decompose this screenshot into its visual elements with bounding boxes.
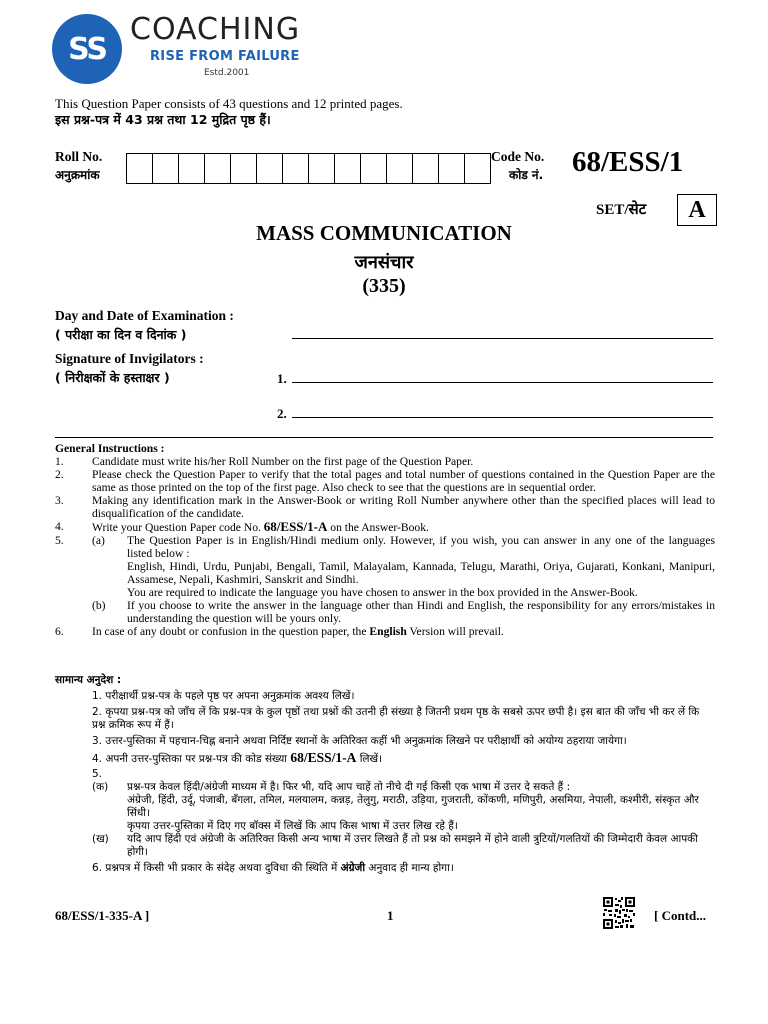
exam-date-label-english: Day and Date of Examination : bbox=[55, 308, 234, 323]
instruction-code: 68/ESS/1-A bbox=[290, 750, 357, 765]
subitem-text: If you choose to write the answer in the language other than Hindi and English, the responsibility for any errors/mistakes in understanding the question will be yours only. bbox=[127, 599, 715, 625]
instruction-number: 3. bbox=[92, 735, 103, 747]
instruction-number: 1. bbox=[92, 690, 103, 702]
hindi-instructions-heading: सामान्य अनुदेश : bbox=[55, 674, 122, 686]
coaching-logo-tagline: RISE FROM FAILURE bbox=[150, 49, 300, 64]
instruction-subitem bbox=[92, 833, 715, 859]
roll-box[interactable] bbox=[282, 153, 309, 184]
footer-paper-code: 68/ESS/1-335-A ] bbox=[55, 908, 150, 923]
subitem-text: The Question Paper is in English/Hindi medium only. However, if you wish, you can answer in any one of the languages listed below : bbox=[127, 534, 715, 560]
roll-number-boxes[interactable] bbox=[127, 153, 491, 184]
hindi-instruction-item bbox=[55, 735, 715, 748]
paper-info-english: This Question Paper consists of 43 questions and 12 printed pages. bbox=[55, 96, 403, 111]
subitem-label: (क) bbox=[92, 781, 109, 793]
roll-box[interactable] bbox=[256, 153, 283, 184]
roll-label-hindi: अनुक्रमांक bbox=[55, 168, 100, 182]
roll-box[interactable] bbox=[412, 153, 439, 184]
instruction-number: 5. bbox=[92, 768, 103, 780]
instruction-text: In case of any doubt or confusion in the question paper, the bbox=[92, 625, 370, 638]
roll-box[interactable] bbox=[386, 153, 413, 184]
instruction-bold: English bbox=[369, 625, 407, 638]
instruction-text: उत्तर-पुस्तिका में पहचान-चिह्न बनाने अथवा निर्दिष्ट स्थानों के अतिरिक्त कहीं भी अनुक्रमांक लिखने पर परीक्षार्थी को अयोग्य ठहराया जायेगा। bbox=[105, 735, 627, 747]
coaching-logo-badge: SS bbox=[52, 14, 122, 84]
instruction-subitem bbox=[92, 781, 715, 833]
instruction-item bbox=[55, 455, 715, 468]
instruction-text: लिखें। bbox=[356, 753, 383, 765]
language-list: अंग्रेजी, हिंदी, उर्दू, पंजाबी, बँगला, तमिल, मलयालम, कन्नड़, तेलुगु, मराठी, उड़िया, गुजराती, कोंकणी, मणिपुरी, असमिया, नेपाली, कश्मीरी, संस्कृत और सिंधी। bbox=[127, 794, 699, 819]
instruction-number: 4. bbox=[92, 753, 103, 765]
subitem-label: (ख) bbox=[92, 833, 109, 845]
instruction-number: 3. bbox=[55, 494, 64, 507]
hindi-instruction-item bbox=[55, 706, 715, 732]
instruction-item bbox=[55, 520, 715, 534]
invigilator-1-number: 1. bbox=[277, 371, 287, 386]
exam-date-label-hindi: ( परीक्षा का दिन व दिनांक ) bbox=[55, 327, 187, 342]
instruction-text: Please check the Question Paper to verify that the total pages and total number of questions contained in the Question Paper are the same as those printed on the top of the first page. Also check to see that the questions are in sequential order. bbox=[92, 468, 715, 494]
subitem-label: (a) bbox=[92, 534, 105, 547]
instruction-item bbox=[55, 625, 715, 638]
instruction-number: 6. bbox=[92, 862, 103, 874]
roll-box[interactable] bbox=[204, 153, 231, 184]
coaching-logo-name: COACHING bbox=[130, 12, 301, 47]
coaching-logo-estd: Estd.2001 bbox=[204, 68, 250, 78]
invigilator-2-line[interactable] bbox=[292, 417, 713, 418]
continued-label: [ Contd... bbox=[654, 908, 707, 923]
instructions-heading: General Instructions : bbox=[55, 442, 165, 455]
instruction-text: Version will prevail. bbox=[406, 625, 504, 638]
instruction-number: 2. bbox=[55, 468, 64, 481]
instruction-bold: अंग्रेजी bbox=[340, 862, 366, 874]
subject-title-hindi: जनसंचार bbox=[354, 252, 414, 273]
section-divider bbox=[55, 437, 713, 438]
roll-box[interactable] bbox=[178, 153, 205, 184]
set-value-box: A bbox=[677, 194, 717, 226]
subitem-label: (b) bbox=[92, 599, 106, 612]
instruction-item bbox=[55, 494, 715, 520]
roll-label-english: Roll No. bbox=[55, 149, 103, 164]
invigilator-label-english: Signature of Invigilators : bbox=[55, 351, 204, 366]
instruction-text: परीक्षार्थी प्रश्न-पत्र के पहले पृष्ठ पर अपना अनुक्रमांक अवश्य लिखें। bbox=[105, 690, 355, 702]
instruction-number: 4. bbox=[55, 520, 64, 533]
subitem-note: कृपया उत्तर-पुस्तिका में दिए गए बॉक्स में लिखें कि आप किस भाषा में उत्तर लिख रहे हैं। bbox=[127, 820, 458, 832]
subject-title-english: MASS COMMUNICATION bbox=[256, 221, 512, 245]
roll-box[interactable] bbox=[126, 153, 153, 184]
instruction-number: 1. bbox=[55, 455, 64, 468]
instruction-text: Making any identification mark in the Answer-Book or writing Roll Number anywhere other than the specified places will lead to disqualification of the candidate. bbox=[92, 494, 715, 520]
roll-box[interactable] bbox=[152, 153, 179, 184]
instruction-number: 6. bbox=[55, 625, 64, 638]
code-label-hindi: कोड नं. bbox=[509, 168, 544, 182]
language-list: English, Hindi, Urdu, Punjabi, Bengali, Tamil, Malayalam, Kannada, Telugu, Marathi, Oriya, Gujarati, Konkani, Manipuri, Assamese, Nepali, Kashmiri, Sanskrit and Sindhi. bbox=[127, 560, 715, 586]
roll-box[interactable] bbox=[308, 153, 335, 184]
roll-box[interactable] bbox=[438, 153, 465, 184]
invigilator-1-line[interactable] bbox=[292, 382, 713, 383]
general-instructions bbox=[55, 442, 715, 638]
subject-code: (335) bbox=[362, 275, 406, 297]
code-label-english: Code No. bbox=[491, 149, 545, 164]
instruction-code: 68/ESS/1-A bbox=[263, 519, 328, 534]
set-label: SET/सेट bbox=[596, 202, 647, 218]
instruction-text: कृपया प्रश्न-पत्र को जाँच लें कि प्रश्न-पत्र के कुल पृष्ठों तथा प्रश्नों की उतनी ही संख्या है जितनी प्रथम पृष्ठ के सबसे ऊपर छपी है। इस बात की जाँच भी कर लें कि प्रश्न क्रमिक रूप में हैं। bbox=[92, 706, 700, 731]
roll-box[interactable] bbox=[230, 153, 257, 184]
subitem-text: यदि आप हिंदी एवं अंग्रेजी के अतिरिक्त किसी अन्य भाषा में उत्तर लिखते हैं तो प्रश्न को समझने में होने वाली त्रुटियों/गलतियों की जिम्मेदारी केवल आपकी होगी। bbox=[127, 833, 698, 858]
instruction-text: अपनी उत्तर-पुस्तिका पर प्रश्न-पत्र की कोड संख्या bbox=[105, 753, 291, 765]
roll-box[interactable] bbox=[334, 153, 361, 184]
paper-info-hindi: इस प्रश्न-पत्र में 43 प्रश्न तथा 12 मुद्रित पृष्ठ हैं। bbox=[55, 112, 271, 127]
exam-date-line[interactable] bbox=[292, 338, 713, 339]
instruction-number: 2. bbox=[92, 706, 103, 718]
instruction-text: अनुवाद ही मान्य होगा। bbox=[365, 862, 454, 874]
instruction-number: 5. bbox=[55, 534, 64, 547]
page-number: 1 bbox=[387, 908, 394, 923]
roll-box[interactable] bbox=[464, 153, 491, 184]
instruction-subitem bbox=[92, 599, 715, 625]
hindi-instructions bbox=[55, 674, 715, 875]
qr-code-icon bbox=[602, 896, 636, 930]
hindi-instruction-item bbox=[55, 690, 715, 703]
subitem-text: प्रश्न-पत्र केवल हिंदी/अंग्रेजी माध्यम में है। फिर भी, यदि आप चाहें तो नीचे दी गई किसी एक भाषा में उत्तर दे सकते हैं : bbox=[127, 781, 571, 793]
hindi-instruction-item bbox=[55, 751, 715, 766]
invigilator-2-number: 2. bbox=[277, 406, 287, 421]
hindi-instruction-item bbox=[55, 862, 715, 875]
subitem-note: You are required to indicate the language you have chosen to answer in the box provided in the Answer-Book. bbox=[127, 586, 638, 599]
instruction-text: on the Answer-Book. bbox=[327, 521, 429, 534]
instruction-text: Write your Question Paper code No. bbox=[92, 521, 264, 534]
paper-code: 68/ESS/1 bbox=[572, 146, 684, 178]
instruction-subitem bbox=[92, 534, 715, 599]
instruction-item bbox=[55, 468, 715, 494]
instruction-item bbox=[55, 534, 715, 625]
instruction-text: प्रश्नपत्र में किसी भी प्रकार के संदेह अथवा दुविधा की स्थिति में bbox=[105, 862, 341, 874]
instruction-text: Candidate must write his/her Roll Number on the first page of the Question Paper. bbox=[92, 455, 474, 468]
invigilator-label-hindi: ( निरीक्षकों के हस्ताक्षर ) bbox=[55, 370, 170, 385]
hindi-instruction-item bbox=[55, 768, 715, 859]
roll-box[interactable] bbox=[360, 153, 387, 184]
